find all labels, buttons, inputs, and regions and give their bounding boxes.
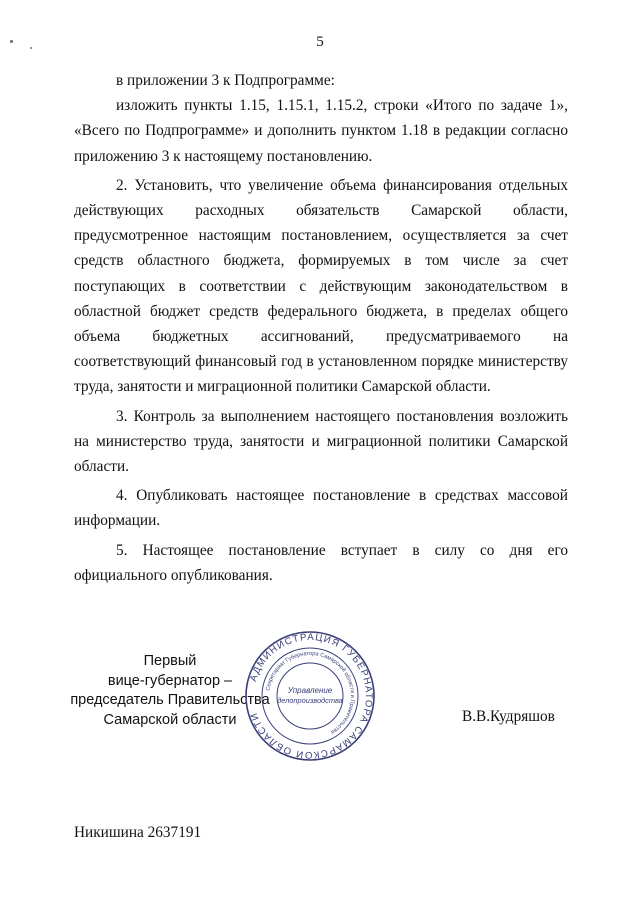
page-number: 5 [316,34,324,50]
signatory-name: В.В.Кудряшов [462,708,555,725]
seal-center-line: Управление [287,686,333,695]
executor-line: Никишина 2637191 [74,824,202,841]
paragraph: 5. Настоящее постановление вступает в силу со дня его официального опубликования. [74,541,568,584]
seal-outer-text: АДМИНИСТРАЦИЯ ГУБЕРНАТОРА САМАРСКОЙ ОБЛАСТИ [248,631,375,761]
paragraph: 2. Установить, что увеличение объема финансирования отдельных действующих расходных обязательств Самарской области, предусмотренное настоящим постановлением, осуществляется за счет средств областного бюджета, формируемых в том числе за счет поступающих в соответствии с действующим законодательством в областной бюджет средств федерального бюджета, в пределах общего объема бюджетных ассигнований, предусматриваемого на соответствующий финансовый год в установленном порядке министерству труда, занятости и миграционной политики Самарской области. [74,176,568,396]
paragraph: 3. Контроль за выполнением настоящего постановления возложить на министерство труда, занятости и миграционной политики Самарской области. [74,407,568,476]
signatory-title-line: Первый [143,653,197,669]
signatory-title-line: Самарской области [103,711,237,728]
paragraph: изложить пункты 1.15, 1.15.1, 1.15.2, строки «Итого по задаче 1», «Всего по Подпрограмме» и дополнить пунктом 1.18 в редакции согласно приложению 3 к настоящему постановлению. [74,97,568,165]
signatory-title-line: вице-губернатор – [107,672,233,689]
signatory-title-line: председатель Правительства [70,692,270,708]
paragraph: 4. Опубликовать настоящее постановление в средствах массовой информации. [74,487,568,530]
seal-center-line: делопроизводства [277,696,343,705]
paragraph: в приложении 3 к Подпрограмме: [116,72,335,89]
document-body [74,68,568,588]
official-seal [244,630,376,762]
seal-inner-text: Секретариат Губернатора Самарской области и Правительства [265,650,356,735]
